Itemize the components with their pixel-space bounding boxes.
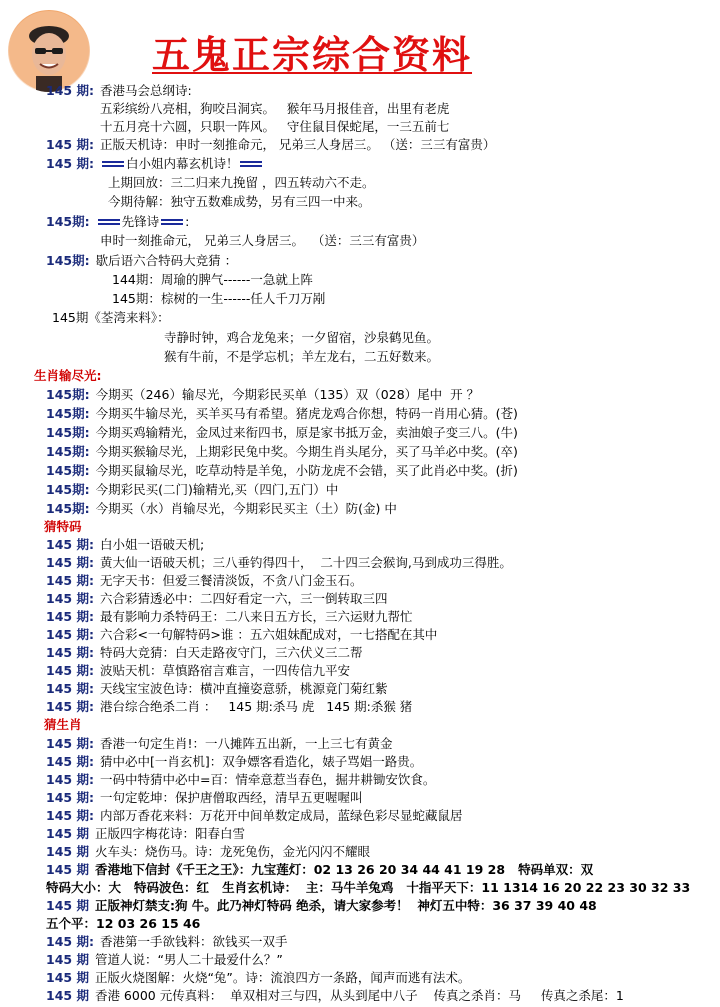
content-line: 145 期 香港地下信封《千王之王》：九宝莲灯：02 13 26 20 34 44 41 19 28 特码单双：双: [46, 862, 594, 877]
bar-decoration-icon: [240, 161, 262, 169]
content-line: 145期: 先锋诗 :: [46, 214, 190, 229]
content-line: 145期: 今期买（246）输尽光，今期彩民买单（135）双（028）尾中 开 ？: [46, 387, 480, 402]
bar-decoration-icon: [98, 219, 120, 227]
content-line: 145 期: 一码中特猜中必中=百：情牵意惹当春色，掘井耕锄安饮食。: [46, 772, 436, 787]
content-line: 145 期 火车头：烧伤马。诗：龙死兔伤，金光闪闪不耀眼: [46, 844, 370, 859]
content-line: 猴有牛前，不是学忘机；羊左龙右，二五好数来。: [164, 349, 440, 364]
content-line: 145 期 香港 6000 元传真料： 单双相对三与四，从头到尾中八子 传真之杀肖：马 传真之杀尾：1: [46, 988, 624, 1003]
content-line: 145 期: 最有影响力杀特码王：二八来日五方长，三六运财九帮忙: [46, 609, 413, 624]
content-line: 五个平：12 03 26 15 46: [46, 916, 201, 931]
content-line: 特码大小：大 特码波色：红 生肖玄机诗： 主：马牛羊兔鸡 十指平天下：11 1314 16 20 22 23 30 32 33: [46, 880, 691, 895]
bar-decoration-icon: [161, 219, 183, 227]
content-line: 上期回放：三二归来九挽留 ，四五转动六不走。: [108, 175, 375, 190]
content-line: 145期: 今期买鸡输精光，金凤过来衔四书，原是家书抵万金，卖油娘子变三八。(牛): [46, 425, 518, 440]
content-line: 145 期 正版火烧图解：火烧“兔”。诗：流浪四方一条路，闻声而逃有法术。: [46, 970, 471, 985]
content-line: 145 期: 白小姐一语破天机;: [46, 537, 205, 552]
content-line: 145期: 今期彩民买(二门)输精光,买（四门,五门）中: [46, 482, 339, 497]
content-line: 145 期: 六合彩<一句解特码>谁 ：五六姐妹配成对，一七搭配在其中: [46, 627, 438, 642]
content-line: 今期待解：独守五数难成势，另有三四一中来。: [108, 194, 371, 209]
content-line: 145 期 正版四字梅花诗：阳春白雪: [46, 826, 245, 841]
content-line: 145期: 今期买猴输尽光，上期彩民兔中奖。今期生肖头尾分，买了马羊必中奖。(卒): [46, 444, 518, 459]
content-line: 145 期: 香港马会总纲诗:: [46, 83, 192, 98]
avatar: [8, 10, 90, 92]
content-line: 145期：棕树的一生------任人千刀万剐: [112, 291, 326, 306]
content-line: 十五月亮十六圆，只职一阵风。 守住鼠目保蛇尾，一三五前七: [100, 119, 450, 134]
content-line: 145期《荃湾来料》：: [52, 310, 170, 325]
content-line: 145期: 今期买（水）肖输尽光，今期彩民买主（土）防(金) 中: [46, 501, 397, 516]
content-line: 145 期: 内部万香花来料：万花开中间单数定成局，蓝绿色彩尽显蛇藏鼠居: [46, 808, 463, 823]
content-line: 145 期: 香港第一手欲钱料：欲钱买一双手: [46, 934, 288, 949]
content-line: 145期: 今期买鼠输尽光，吃草动特是羊兔，小防龙虎不会错，买了此肖必中奖。(折): [46, 463, 518, 478]
section-heading: 生肖输尽光:: [34, 368, 102, 383]
content-line: 145 期: 猜中必中[一肖玄机]：双争嫖客看造化，婊子骂娼一路贵。: [46, 754, 423, 769]
content-line: 申时一刻推命元， 兄弟三人身居三。 （送：三三有富贵）: [100, 233, 425, 248]
content-line: 145 期: 六合彩猜透必中：二四好看定一六，三一倒转取三四: [46, 591, 388, 606]
content-line: 145 期: 白小姐内幕玄机诗！: [46, 156, 264, 172]
content-line: 145 期: 特码大竞猜：白天走路夜守门，三六伏义三二帮: [46, 645, 363, 660]
section-heading: 猜生肖: [44, 717, 82, 732]
content-line: 145 期: 一句定乾坤：保护唐僧取西经，清早五更喔喔叫: [46, 790, 363, 805]
content-line: 145 期 管道人说：“男人二十最爱什么？”: [46, 952, 283, 967]
content-line: 145 期: 香港一句定生肖!：一八摊阵五出新，一上三七有黄金: [46, 736, 393, 751]
page-title: 五鬼正宗综合资料: [152, 32, 473, 77]
content-line: 145 期: 无字天书：但爱三餐清淡饭，不贪八门金玉石。: [46, 573, 363, 588]
content-line: 145期: 今期买牛输尽光，买羊买马有希望。猪虎龙鸡合你想，特码一肖用心猜。(苍): [46, 406, 518, 421]
content-line: 145 期 正版神灯禁支:狗 牛。此乃神灯特码 绝杀，请大家参考！ 神灯五中特：36 37 39 40 48: [46, 898, 597, 913]
section-heading: 猜特码: [44, 519, 82, 534]
portrait-image: [8, 10, 90, 92]
content-line: 145期: 歇后语六合特码大竞猜 ：: [46, 253, 238, 268]
content-line: 145 期: 正版天机诗：申时一刻推命元， 兄弟三人身居三。 （送：三三有富贵）: [46, 137, 496, 152]
content-line: 145 期: 黄大仙一语破天机；三八垂钓得四十， 二十四三会猴询,马到成功三得胜。: [46, 555, 512, 570]
content-line: 寺静时钟，鸡合龙兔来；一夕留宿，沙泉鹤见鱼。: [164, 330, 440, 345]
content-line: 144期：周瑜的脾气------一急就上阵: [112, 272, 313, 287]
content-line: 145 期: 天线宝宝波色诗：横冲直撞姿意骄，桃源竟门菊红紫: [46, 681, 388, 696]
content-line: 145 期: 波贴天机：草慎路宿言难言，一四传信九平安: [46, 663, 350, 678]
content-line: 五彩缤纷八亮相，狗咬吕洞宾。 猴年马月报佳音，出里有老虎: [100, 101, 450, 116]
bar-decoration-icon: [102, 161, 124, 169]
content-line: 145 期: 港台综合绝杀二肖 ： 145 期:杀马 虎 145 期:杀猴 猪: [46, 699, 413, 714]
